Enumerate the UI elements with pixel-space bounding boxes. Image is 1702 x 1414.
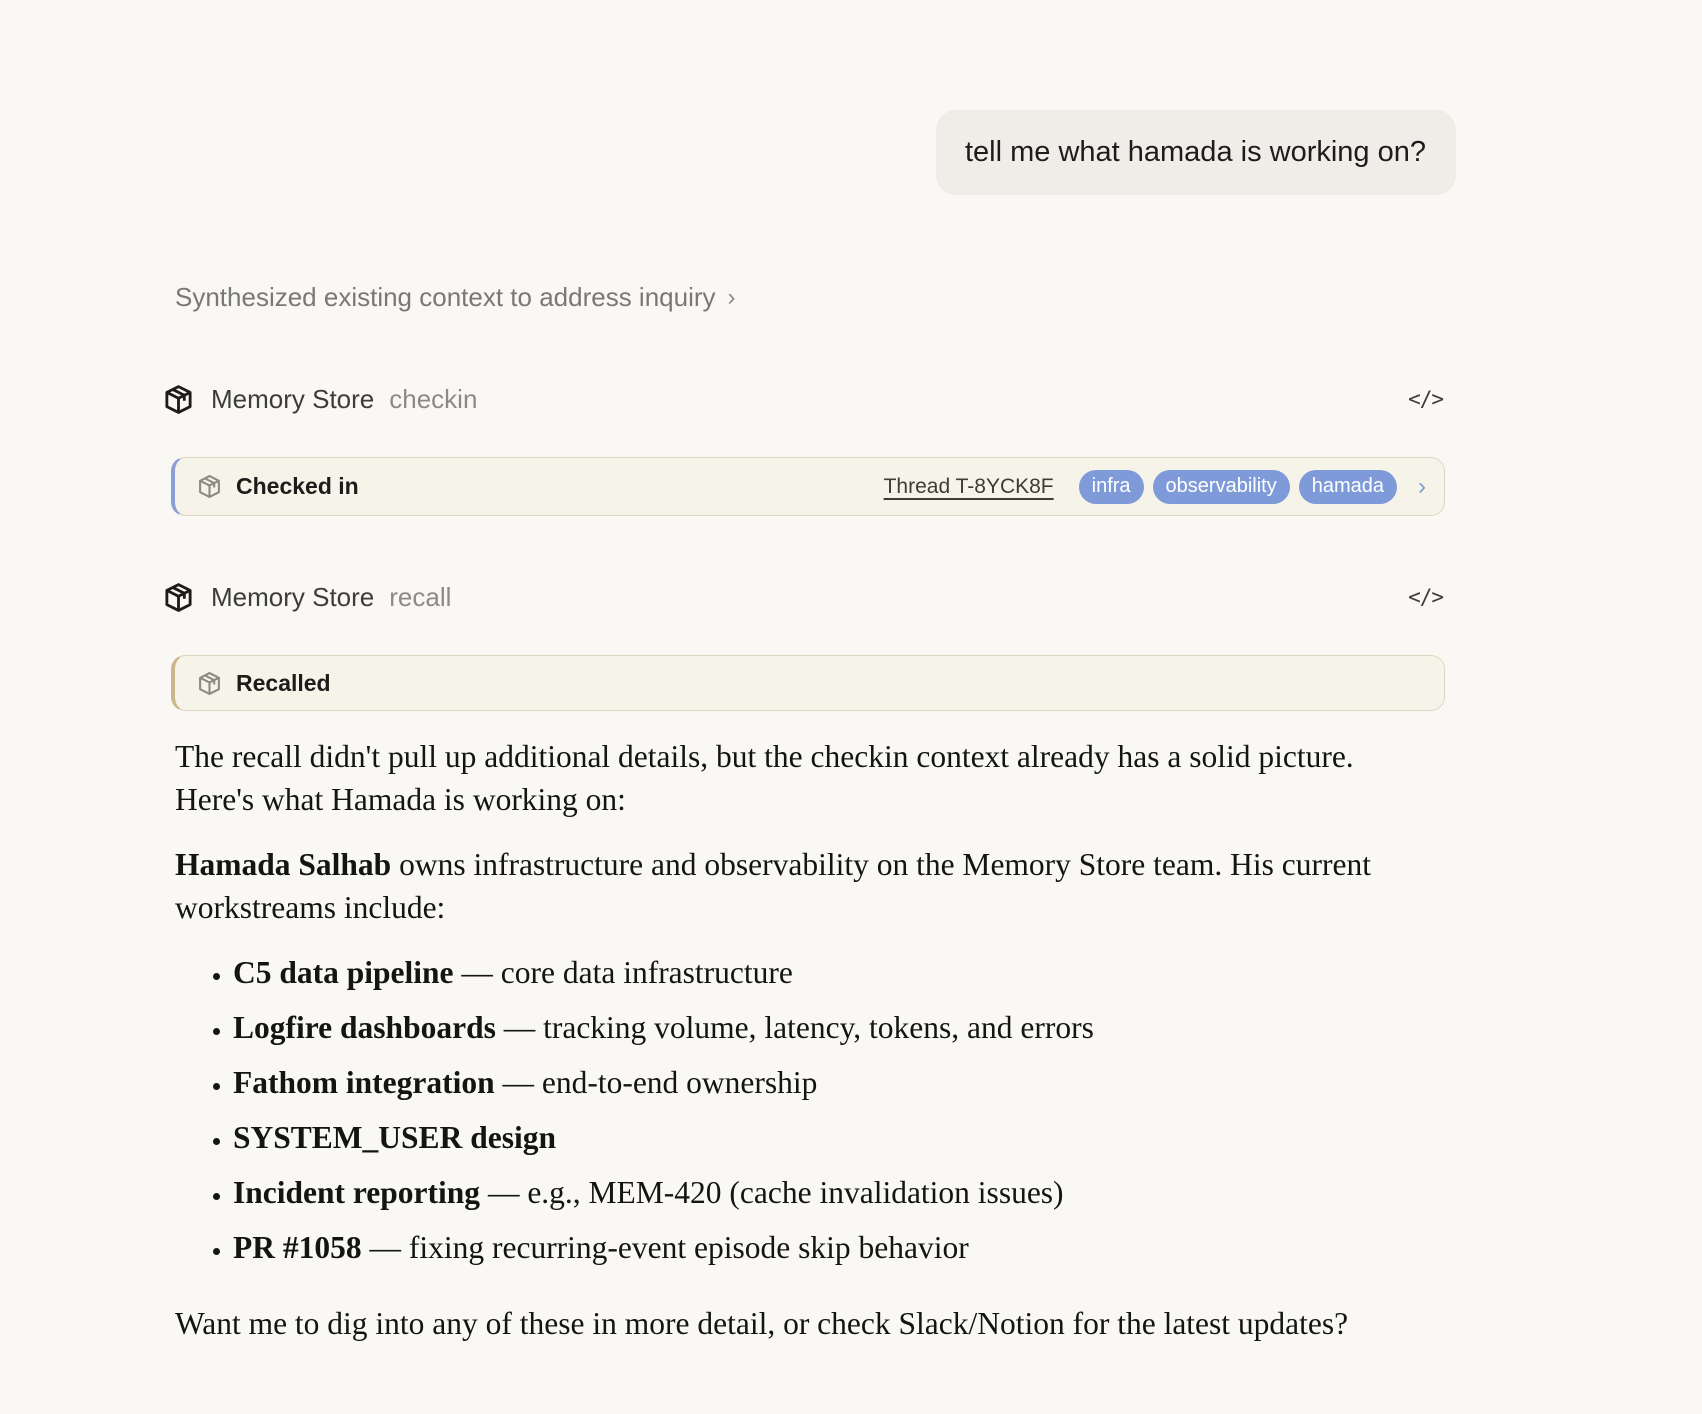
tool-name: Memory Store [211, 383, 375, 414]
item-desc: — core data infrastructure [453, 955, 793, 990]
list-item [233, 1006, 1375, 1049]
item-title: PR #1058 [233, 1230, 362, 1265]
list-item [233, 1226, 1375, 1269]
tool-call-header-checkin [163, 379, 1443, 419]
response-owner-paragraph [175, 843, 1375, 929]
cube-icon [163, 582, 194, 613]
item-title: Fathom integration [233, 1065, 495, 1100]
list-item [233, 951, 1375, 994]
response-closing: Want me to dig into any of these in more detail, or check Slack/Notion for the latest updates? [175, 1306, 1349, 1341]
cube-icon [197, 671, 222, 696]
card-title: Recalled [236, 669, 331, 696]
tag-hamada: hamada [1299, 470, 1397, 504]
item-desc: — tracking volume, latency, tokens, and errors [495, 1010, 1094, 1045]
chevron-right-icon: › [727, 283, 736, 311]
tool-name: Memory Store [211, 581, 375, 612]
list-item [233, 1116, 1375, 1159]
item-desc: — fixing recurring-event episode skip behavior [361, 1230, 969, 1265]
item-desc: — end-to-end ownership [494, 1065, 818, 1100]
recall-result-card[interactable] [171, 655, 1445, 711]
code-view-icon[interactable]: </> [1408, 387, 1443, 411]
tag-infra: infra [1079, 470, 1144, 504]
assistant-response [175, 735, 1375, 1367]
item-desc: — e.g., MEM-420 (cache invalidation issues) [480, 1175, 1064, 1210]
item-title: SYSTEM_USER design [233, 1120, 556, 1155]
cube-icon [163, 384, 194, 415]
cube-icon [197, 474, 222, 499]
user-message-bubble: tell me what hamada is working on? [936, 110, 1456, 195]
owner-name: Hamada Salhab [175, 847, 392, 882]
code-view-icon[interactable]: </> [1408, 585, 1443, 609]
tool-action: checkin [389, 383, 478, 414]
card-meta [884, 470, 1426, 504]
item-title: Incident reporting [233, 1175, 481, 1210]
tag-observability: observability [1153, 470, 1290, 504]
item-title: Logfire dashboards [233, 1010, 496, 1045]
user-message-row [936, 110, 1456, 195]
workstream-list [175, 951, 1375, 1269]
item-title: C5 data pipeline [233, 955, 454, 990]
response-intro: The recall didn't pull up additional details, but the checkin context already has a solid picture. Here's what Hamada is working on: [175, 739, 1354, 817]
checkin-result-card[interactable] [171, 457, 1445, 516]
chevron-right-icon[interactable]: › [1418, 472, 1426, 500]
thinking-summary-toggle[interactable] [175, 282, 736, 313]
list-item [233, 1061, 1375, 1104]
owner-desc: owns infrastructure and observability on the Memory Store team. His current workstreams include: [175, 847, 1371, 925]
thread-link[interactable]: Thread T-8YCK8F [883, 474, 1054, 498]
card-title: Checked in [236, 473, 359, 499]
list-item [233, 1171, 1375, 1214]
tool-action: recall [389, 581, 452, 612]
thinking-summary-text: Synthesized existing context to address inquiry [175, 282, 716, 312]
tool-call-header-recall [163, 577, 1443, 617]
